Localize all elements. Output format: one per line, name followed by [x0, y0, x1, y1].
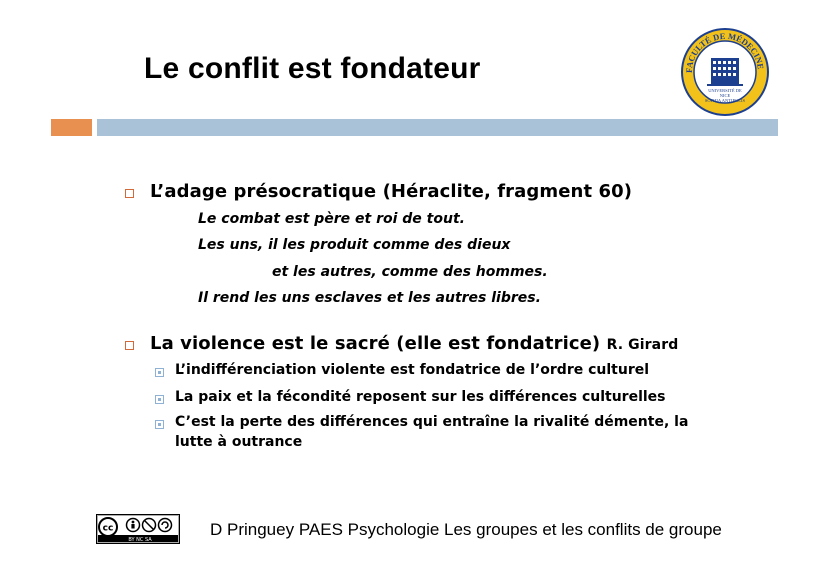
bullet-1-text: L’adage présocratique (Héraclite, fragment 60) [150, 181, 633, 202]
quote-line-4: Il rend les uns esclaves et les autres libres. [198, 290, 541, 306]
quote-line-3: et les autres, comme des hommes. [272, 264, 548, 280]
sub-item-3-cont: lutte à outrance [175, 434, 303, 450]
logo-line3: SOPHIA ANTIPOLIS [704, 98, 746, 103]
sub-item-2: La paix et la fécondité reposent sur les différences culturelles [175, 389, 666, 405]
cc-license-badge [96, 514, 180, 544]
quote-line-1: Le combat est père et roi de tout. [198, 211, 465, 227]
university-logo [681, 28, 769, 116]
accent-bar-blue [97, 119, 778, 136]
quote-line-2: Les uns, il les produit comme des dieux [198, 237, 511, 253]
sub-item-1: L’indifférenciation violente est fondatrice de l’ordre culturel [175, 362, 650, 378]
sa-icon [159, 519, 172, 532]
sub-bullet-icon [155, 395, 164, 404]
logo-line1: UNIVERSITÉ DE [708, 88, 742, 93]
bullet-2-author: R. Girard [606, 337, 679, 353]
cc-icon: cc [102, 523, 114, 534]
logo-line2: NICE [719, 93, 731, 98]
bullet-square-icon [125, 341, 134, 350]
sub-bullet-icon [155, 420, 164, 429]
sub-item-3: C’est la perte des différences qui entraîne la rivalité démente, la [175, 414, 689, 430]
cc-labels: BY NC SA [128, 537, 152, 543]
slide-title: Le conflit est fondateur [144, 52, 481, 85]
bullet-2-main: La violence est le sacré (elle est fondatrice) [150, 333, 601, 354]
logo-ring-text: FACULTÉ DE MÉDECINE [683, 30, 766, 74]
bullet-square-icon [125, 189, 134, 198]
accent-bar-orange [51, 119, 92, 136]
sub-bullet-icon [155, 368, 164, 377]
slide-footer: D Pringuey PAES Psychologie Les groupes et les conflits de groupe [210, 520, 722, 539]
bullet-2-text [150, 333, 678, 354]
